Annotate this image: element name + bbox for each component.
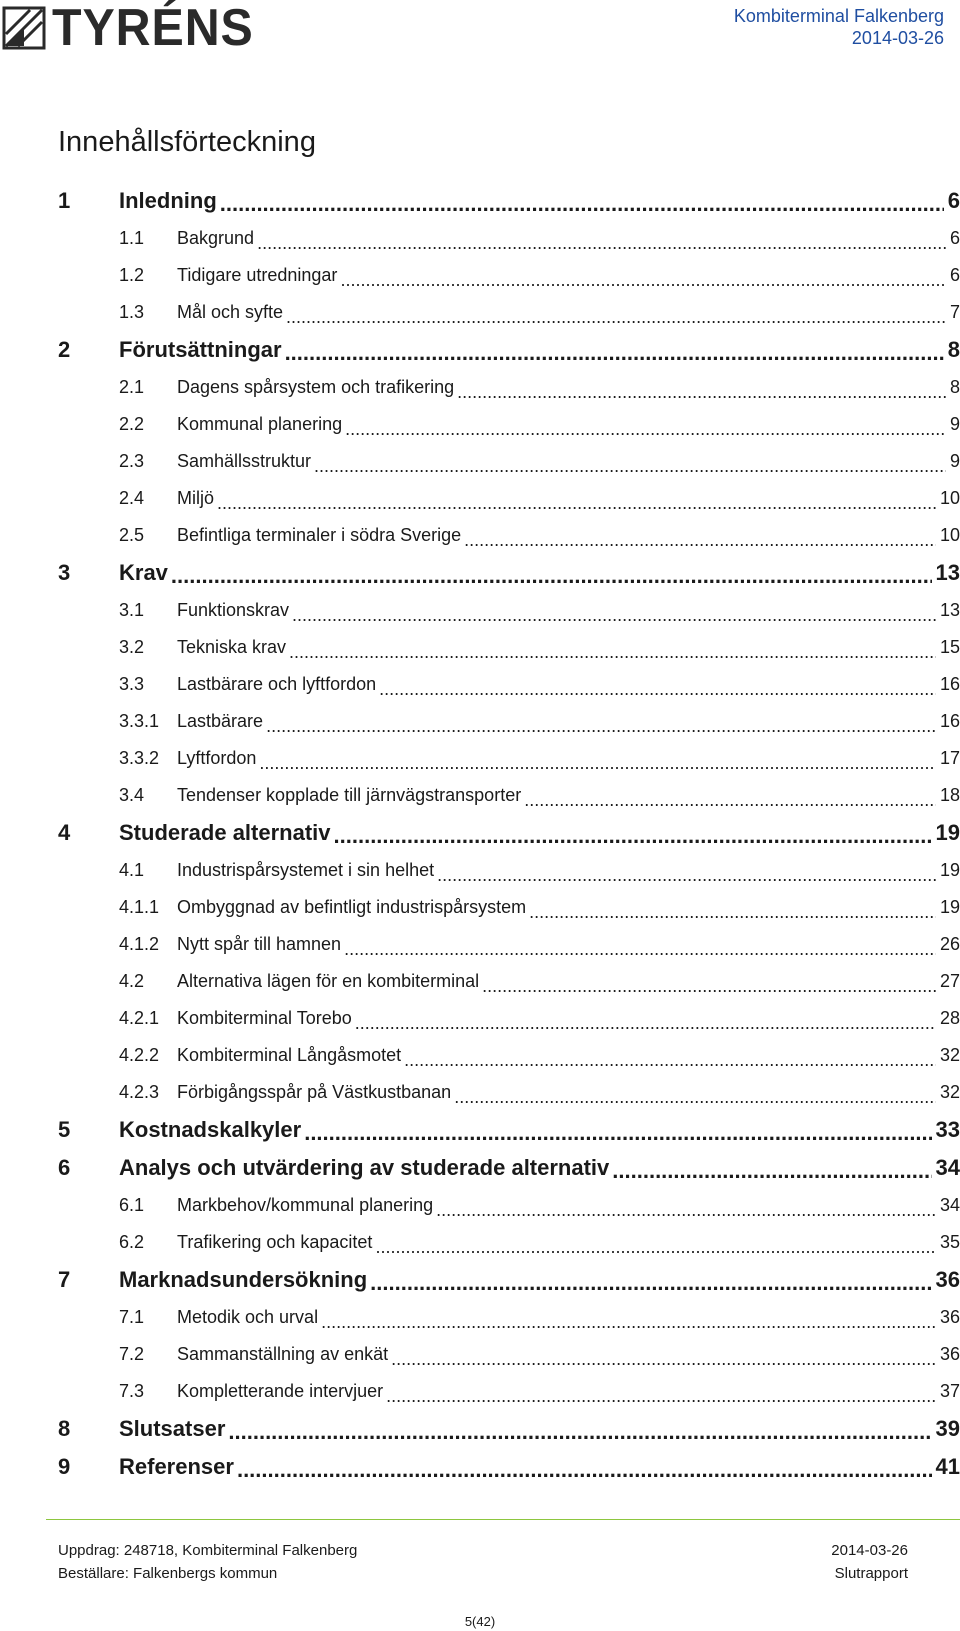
toc-entry[interactable] [58, 369, 960, 406]
toc-entry-title: Kombiterminal Torebo [177, 1008, 352, 1028]
toc-entry-page: 35 [939, 1232, 960, 1252]
toc-entry[interactable] [58, 814, 960, 852]
toc-entry-title: Mål och syfte [177, 302, 284, 322]
toc-entry[interactable] [58, 1373, 960, 1410]
toc-dot-leader [345, 422, 946, 436]
toc-entry-title: Marknadsundersökning [119, 1267, 368, 1292]
toc-entry-number: 3.3.2 [119, 748, 160, 768]
toc-entry-number: 6 [58, 1155, 71, 1180]
toc-entry-title: Lyftfordon [177, 748, 257, 768]
toc-entry-number: 1.2 [119, 265, 145, 285]
toc-entry-number: 1 [58, 188, 71, 213]
header-project-title: Kombiterminal Falkenberg [733, 6, 944, 26]
toc-entry-page: 13 [939, 600, 960, 620]
toc-entry-page: 41 [935, 1454, 960, 1479]
toc-entry-page: 34 [939, 1195, 960, 1215]
toc-entry-page: 16 [939, 674, 960, 694]
document-header [734, 5, 944, 49]
toc-entry-page: 28 [939, 1008, 960, 1028]
toc-entry-page: 6 [949, 228, 960, 248]
toc-entry-title: Kompletterande intervjuer [177, 1381, 384, 1401]
toc-dot-leader [237, 1462, 932, 1478]
toc-entry[interactable] [58, 1299, 960, 1336]
toc-entry-title: Lastbärare och lyftfordon [177, 674, 377, 694]
toc-entry-page: 9 [949, 414, 960, 434]
toc-entry-title: Sammanställning av enkät [177, 1344, 389, 1364]
toc-entry-number: 2.2 [119, 414, 145, 434]
toc-entry-number: 7 [58, 1267, 71, 1292]
toc-entry[interactable] [58, 1037, 960, 1074]
toc-entry-number: 7.2 [119, 1344, 145, 1364]
toc-entry-page: 9 [949, 451, 960, 471]
toc-dot-leader [524, 793, 936, 807]
toc-entry-number: 2.3 [119, 451, 145, 471]
toc-entry-page: 36 [939, 1344, 960, 1364]
toc-entry[interactable] [58, 1261, 960, 1299]
toc-entry[interactable] [58, 1000, 960, 1037]
toc-entry-page: 7 [949, 302, 960, 322]
toc-entry-title: Förbigångsspår på Västkustbanan [177, 1082, 452, 1102]
toc-entry-title: Nytt spår till hamnen [177, 934, 342, 954]
toc-entry-title: Tekniska krav [177, 637, 287, 657]
toc-entry-number: 4.2.1 [119, 1008, 160, 1028]
toc-entry-title: Kommunal planering [177, 414, 343, 434]
toc-dot-leader [370, 1275, 931, 1291]
toc-entry[interactable] [58, 443, 960, 480]
toc-dot-leader [379, 682, 936, 696]
toc-dot-leader [266, 719, 936, 733]
toc-entry-number: 3 [58, 560, 71, 585]
toc-entry-number: 4.1.1 [119, 897, 160, 917]
toc-entry-title: Funktionskrav [177, 600, 290, 620]
toc-dot-leader [257, 236, 946, 250]
toc-dot-leader [344, 942, 936, 956]
toc-entry[interactable] [58, 182, 960, 220]
toc-entry-number: 3.3 [119, 674, 145, 694]
toc-entry[interactable] [58, 1336, 960, 1373]
toc-title: Innehållsförteckning [58, 126, 316, 158]
toc-entry[interactable] [58, 666, 960, 703]
toc-entry[interactable] [58, 294, 960, 331]
logo-text: TYRÉNS [52, 0, 254, 57]
toc-entry-page: 10 [939, 488, 960, 508]
toc-dot-leader [454, 1090, 936, 1104]
footer-client: Beställare: Falkenbergs kommun [58, 1565, 278, 1582]
toc-entry[interactable] [58, 963, 960, 1000]
toc-entry[interactable] [58, 1448, 960, 1486]
toc-entry-number: 6.1 [119, 1195, 145, 1215]
toc-entry-page: 39 [935, 1416, 960, 1441]
toc-entry-page: 33 [935, 1117, 960, 1142]
toc-dot-leader [289, 645, 936, 659]
toc-dot-leader [375, 1240, 936, 1254]
toc-entry-number: 4.2.2 [119, 1045, 160, 1065]
toc-entry-page: 6 [949, 265, 960, 285]
toc-dot-leader [529, 905, 936, 919]
toc-entry-page: 10 [939, 525, 960, 545]
toc-dot-leader [285, 345, 944, 361]
page-number: 5(42) [464, 1614, 496, 1629]
toc-entry-number: 3.4 [119, 785, 145, 805]
toc-entry-title: Förutsättningar [119, 337, 282, 362]
toc-entry-page: 36 [939, 1307, 960, 1327]
toc-entry-number: 6.2 [119, 1232, 145, 1252]
tyrens-logo-mark-icon [2, 6, 46, 50]
table-of-contents [58, 182, 960, 1486]
toc-entry-title: Bakgrund [177, 228, 255, 248]
toc-dot-leader [171, 568, 932, 584]
toc-dot-leader [391, 1352, 936, 1366]
toc-entry-title: Markbehov/kommunal planering [177, 1195, 434, 1215]
toc-dot-leader [482, 979, 936, 993]
toc-dot-leader [340, 273, 946, 287]
toc-entry-title: Tendenser kopplade till järnvägstransporter [177, 785, 522, 805]
toc-entry-number: 8 [58, 1416, 71, 1441]
toc-entry[interactable] [58, 1187, 960, 1224]
toc-entry[interactable] [58, 480, 960, 517]
toc-dot-leader [334, 828, 932, 844]
toc-dot-leader [220, 196, 944, 212]
toc-entry-page: 8 [949, 377, 960, 397]
toc-entry[interactable] [58, 1149, 960, 1187]
toc-entry-page: 13 [935, 560, 960, 585]
toc-entry-title: Inledning [119, 188, 217, 213]
toc-entry-page: 34 [935, 1155, 960, 1180]
toc-entry[interactable] [58, 517, 960, 554]
toc-entry-page: 27 [939, 971, 960, 991]
toc-entry-title: Industrispårsystemet i sin helhet [177, 860, 435, 880]
toc-entry[interactable] [58, 889, 960, 926]
toc-entry-page: 32 [939, 1045, 960, 1065]
toc-entry[interactable] [58, 703, 960, 740]
toc-dot-leader [217, 496, 936, 510]
tyrens-logo [2, 0, 269, 57]
toc-dot-leader [259, 756, 936, 770]
toc-entry-page: 18 [939, 785, 960, 805]
toc-dot-leader [457, 385, 946, 399]
toc-entry-title: Kombiterminal Långåsmotet [177, 1045, 402, 1065]
toc-entry[interactable] [58, 1224, 960, 1261]
toc-entry-number: 3.1 [119, 600, 145, 620]
toc-entry-number: 4 [58, 820, 71, 845]
toc-entry-number: 4.2 [119, 971, 145, 991]
toc-entry[interactable] [58, 257, 960, 294]
toc-entry[interactable] [58, 406, 960, 443]
toc-entry-title: Dagens spårsystem och trafikering [177, 377, 455, 397]
header-date: 2014-03-26 [851, 28, 944, 48]
toc-entry-title: Miljö [177, 488, 215, 508]
toc-entry[interactable] [58, 926, 960, 963]
toc-entry-page: 19 [935, 820, 960, 845]
toc-entry-number: 5 [58, 1117, 71, 1142]
footer-rule [46, 1519, 960, 1520]
toc-entry-number: 9 [58, 1454, 71, 1479]
toc-dot-leader [228, 1424, 931, 1440]
toc-dot-leader [612, 1163, 931, 1179]
toc-entry-number: 4.1 [119, 860, 145, 880]
toc-dot-leader [292, 608, 936, 622]
toc-entry-page: 15 [939, 637, 960, 657]
toc-entry-number: 2.4 [119, 488, 145, 508]
toc-entry[interactable] [58, 1410, 960, 1448]
footer-assignment: Uppdrag: 248718, Kombiterminal Falkenberg [58, 1542, 358, 1559]
toc-entry[interactable] [58, 1111, 960, 1149]
toc-entry-page: 8 [947, 337, 960, 362]
toc-entry[interactable] [58, 740, 960, 777]
footer-report-type: Slutrapport [834, 1565, 908, 1582]
toc-entry-number: 3.3.1 [119, 711, 160, 731]
toc-entry[interactable] [58, 592, 960, 629]
toc-entry-number: 1.1 [119, 228, 145, 248]
toc-entry-number: 4.1.2 [119, 934, 160, 954]
toc-dot-leader [436, 1203, 936, 1217]
toc-entry-number: 7.1 [119, 1307, 145, 1327]
toc-entry-page: 26 [939, 934, 960, 954]
toc-entry-title: Studerade alternativ [119, 820, 331, 845]
toc-entry-title: Ombyggnad av befintligt industrispårsystem [177, 897, 527, 917]
toc-entry-title: Analys och utvärdering av studerade alternativ [119, 1155, 610, 1180]
toc-entry[interactable] [58, 331, 960, 369]
toc-entry-title: Referenser [119, 1454, 234, 1479]
toc-dot-leader [464, 533, 936, 547]
toc-dot-leader [304, 1125, 931, 1141]
toc-entry-title: Kostnadskalkyler [119, 1117, 302, 1142]
toc-entry-page: 16 [939, 711, 960, 731]
toc-entry-page: 17 [939, 748, 960, 768]
toc-entry-number: 3.2 [119, 637, 145, 657]
toc-entry-title: Tidigare utredningar [177, 265, 338, 285]
toc-entry-title: Metodik och urval [177, 1307, 319, 1327]
toc-dot-leader [286, 310, 946, 324]
toc-entry-number: 4.2.3 [119, 1082, 160, 1102]
toc-dot-leader [437, 868, 936, 882]
toc-entry-title: Trafikering och kapacitet [177, 1232, 373, 1252]
toc-entry-title: Krav [119, 560, 168, 585]
toc-entry-title: Alternativa lägen för en kombiterminal [177, 971, 480, 991]
toc-dot-leader [404, 1053, 936, 1067]
toc-entry-title: Befintliga terminaler i södra Sverige [177, 525, 462, 545]
toc-entry-number: 2 [58, 337, 71, 362]
toc-entry[interactable] [58, 777, 960, 814]
toc-dot-leader [314, 459, 946, 473]
toc-entry-page: 36 [935, 1267, 960, 1292]
toc-entry-title: Samhällsstruktur [177, 451, 312, 471]
toc-entry[interactable] [58, 852, 960, 889]
toc-entry-page: 19 [939, 860, 960, 880]
toc-entry-page: 6 [947, 188, 960, 213]
toc-entry-title: Lastbärare [177, 711, 264, 731]
toc-dot-leader [386, 1389, 936, 1403]
toc-entry-page: 32 [939, 1082, 960, 1102]
toc-entry-title: Slutsatser [119, 1416, 226, 1441]
toc-dot-leader [355, 1016, 936, 1030]
footer-date: 2014-03-26 [831, 1542, 908, 1559]
toc-entry-number: 2.1 [119, 377, 145, 397]
toc-entry[interactable] [58, 629, 960, 666]
toc-entry[interactable] [58, 1074, 960, 1111]
toc-entry-number: 2.5 [119, 525, 145, 545]
toc-dot-leader [321, 1315, 936, 1329]
toc-entry-page: 37 [939, 1381, 960, 1401]
toc-entry[interactable] [58, 554, 960, 592]
toc-entry-number: 7.3 [119, 1381, 145, 1401]
toc-entry-page: 19 [939, 897, 960, 917]
toc-entry[interactable] [58, 220, 960, 257]
toc-entry-number: 1.3 [119, 302, 145, 322]
